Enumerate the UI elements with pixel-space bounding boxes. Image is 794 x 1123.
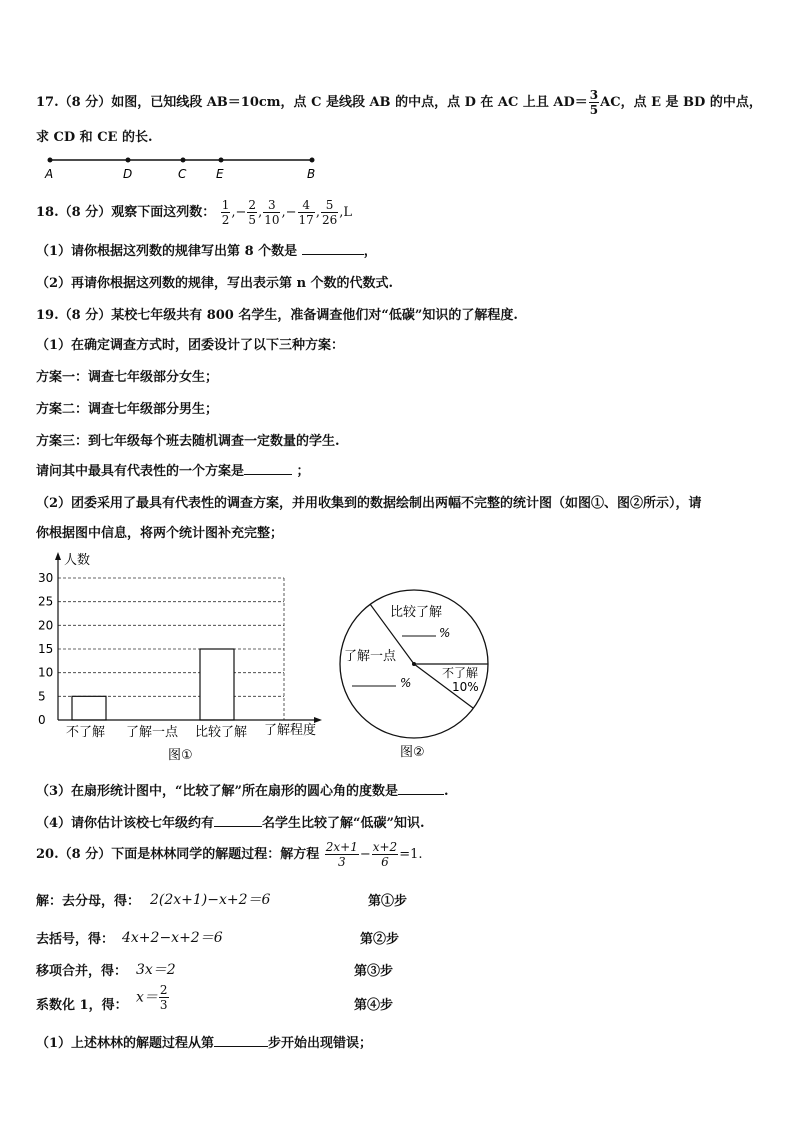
q17-frac-num: 3	[589, 88, 599, 102]
seq-term-3: $\frac{3}{10}$	[264, 198, 280, 227]
q19-plan2: 方案二：调查七年级部分男生；	[36, 402, 219, 417]
point-d-dot	[126, 158, 131, 163]
eq-frac-right: $\frac{x+2}{6}$	[372, 840, 398, 869]
point-a-dot	[48, 158, 53, 163]
y-axis-label: 人数	[64, 553, 91, 568]
y-tick-label: 25	[38, 594, 54, 609]
q17-text-b: AC，点 E 是 BD 的中点，	[600, 95, 762, 110]
bar-bars	[72, 649, 234, 720]
y-tick-label: 10	[38, 665, 54, 680]
q18-sub1: （1）请你根据这列数的规律写出第 8 个数是 ，	[36, 244, 377, 259]
step-1-expr: 2(2x+1)−x+2＝6	[150, 892, 271, 908]
q19-stem: 19.（8 分）某校七年级共有 800 名学生，准备调查他们对“低碳”知识的了解程度.	[36, 308, 518, 323]
point-e-label: E	[216, 167, 224, 181]
seq-term-1: $\frac{1}{2}$	[221, 198, 230, 227]
answer-blank[interactable]	[214, 1034, 268, 1047]
point-b-label: B	[307, 167, 316, 181]
step-4-label: 系数化 1，得：	[36, 998, 128, 1013]
step-4-frac: $\frac{2}{3}$	[159, 983, 168, 1012]
q20-sub1: （1）上述林林的解题过程从第 步开始出现错误；	[36, 1036, 373, 1051]
slice-value-1: %	[400, 676, 412, 690]
y-tick-label: 0	[38, 713, 46, 727]
x-category-0: 不了解	[66, 725, 106, 740]
point-b-dot	[310, 158, 315, 163]
point-d-label: D	[123, 167, 133, 181]
step-1-tag: 第①步	[368, 894, 408, 909]
point-c-label: C	[178, 167, 187, 181]
answer-blank[interactable]	[214, 814, 262, 827]
answer-blank[interactable]	[244, 462, 292, 475]
q19-sub1: （1）在确定调查方式时，团委设计了以下三种方案：	[36, 338, 345, 353]
q20-stem: 20.（8 分）下面是林林同学的解题过程：解方程 $\frac{2x+1}{3}$ − $\frac{x+2}{6}$ =1.	[36, 840, 423, 869]
q19-plan1: 方案一：调查七年级部分女生；	[36, 370, 219, 385]
step-2-expr: 4x+2−x+2＝6	[122, 930, 223, 946]
q17-frac-den: 5	[589, 103, 599, 117]
q17-text-a: 17.（8 分）如图，已知线段 AB＝10cm，点 C 是线段 AB 的中点，点 D 在 AC 上且 AD＝	[36, 95, 588, 110]
slice-value-0: %	[439, 626, 451, 640]
bar-y-ticks	[38, 571, 53, 727]
y-tick-label: 20	[38, 618, 54, 633]
slice-label-0: 比较了解	[390, 605, 443, 620]
q19-plan3: 方案三：到七年级每个班去随机调查一定数量的学生.	[36, 434, 340, 449]
pie-center	[412, 662, 416, 666]
bar-0	[72, 696, 106, 720]
y-tick-label: 5	[38, 689, 46, 704]
bar-chart-caption: 图①	[168, 748, 193, 763]
q18-sub2: （2）再请你根据这列数的规律，写出表示第 n 个数的代数式.	[36, 276, 394, 291]
point-e-dot	[219, 158, 224, 163]
seq-term-5: $\frac{5}{26}$	[321, 198, 338, 227]
bar-chart	[36, 548, 336, 763]
q17-line2: 求 CD 和 CE 的长.	[36, 130, 153, 145]
point-a-label: A	[45, 167, 54, 181]
q19-sub4: （4）请你估计该校七年级约有 名学生比较了解“低碳”知识.	[36, 816, 425, 831]
step-3-expr: 3x＝2	[136, 962, 176, 978]
y-axis-arrow	[55, 552, 61, 560]
step-4-expr: x＝ $\frac{2}{3}$	[136, 983, 168, 1012]
step-2-tag: 第②步	[360, 932, 400, 947]
slice-value-2: 10%	[452, 680, 479, 694]
pie-chart-caption: 图②	[400, 745, 425, 760]
x-category-1: 了解一点	[126, 725, 179, 740]
seq-term-4: $\frac{4}{17}$	[298, 198, 314, 227]
slice-label-1: 了解一点	[344, 649, 397, 664]
q19-sub2-line1: （2）团委采用了最具有代表性的调查方案，并用收集到的数据绘制出两幅不完整的统计图（如图①、图②所示），请	[36, 496, 702, 511]
eq-frac-left: $\frac{2x+1}{3}$	[325, 840, 358, 869]
seq-term-2: $\frac{2}{5}$	[248, 198, 257, 227]
answer-blank[interactable]	[398, 782, 444, 795]
point-c-dot	[181, 158, 186, 163]
x-axis-label: 了解程度	[264, 723, 317, 738]
q18-sequence: $\frac{1}{2}$ ,− $\frac{2}{5}$ , $\frac{3}{10}$ ,− $\frac{4}{17}$ , $\frac{5}{26}$ ,L	[221, 198, 352, 227]
x-category-2: 比较了解	[195, 725, 248, 740]
segment-figure	[36, 150, 336, 184]
q18-stem-text: 18.（8 分）观察下面这列数：	[36, 205, 216, 220]
q20-equation: $\frac{2x+1}{3}$ − $\frac{x+2}{6}$ =1.	[325, 840, 423, 869]
y-tick-label: 30	[38, 571, 54, 585]
step-4-tag: 第④步	[354, 998, 394, 1013]
step-3-label: 移项合并，得：	[36, 964, 128, 979]
q18-stem	[36, 198, 352, 227]
q19-sub3: （3）在扇形统计图中，“比较了解”所在扇形的圆心角的度数是 .	[36, 784, 449, 799]
q19-sub2-line2: 你根据图中信息，将两个统计图补充完整；	[36, 526, 284, 541]
y-tick-label: 15	[38, 642, 54, 656]
seq-tail: ,L	[339, 205, 352, 220]
step-2-label: 去括号，得：	[36, 932, 115, 947]
bar-2	[200, 649, 234, 720]
step-1-label: 解：去分母，得：	[36, 894, 141, 909]
pie-chart	[330, 576, 500, 762]
q17-fraction	[589, 88, 599, 117]
step-3-tag: 第③步	[354, 964, 394, 979]
slice-label-2: 不了解	[442, 666, 479, 680]
answer-blank[interactable]	[302, 242, 364, 255]
q17-line1	[36, 88, 762, 117]
q19-ask: 请问其中最具有代表性的一个方案是 ；	[36, 464, 310, 479]
